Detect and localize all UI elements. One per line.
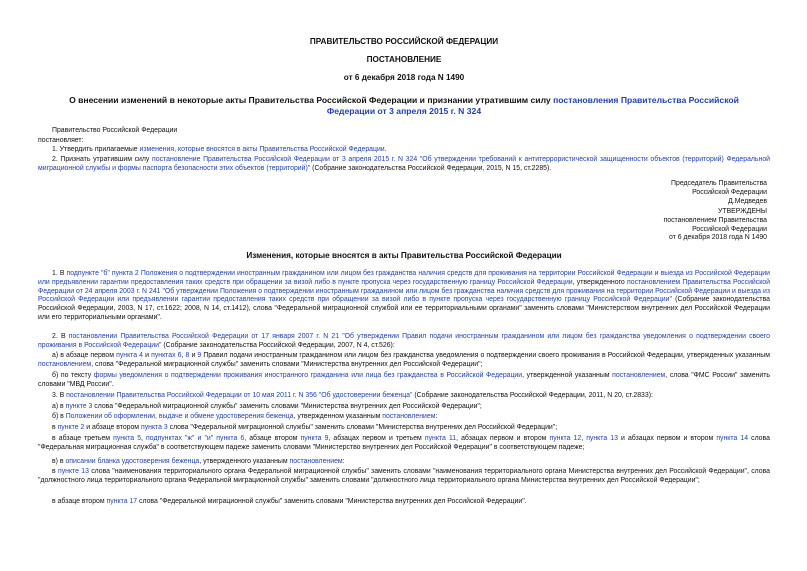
document-date: от 6 декабря 2018 года N 1490 bbox=[343, 73, 465, 82]
c3b-link-1[interactable]: Положении об оформлении, выдаче и обмене удостоверения беженца bbox=[65, 413, 294, 420]
c3v1-link[interactable]: пункте 13 bbox=[57, 468, 89, 475]
c3b1-link-2[interactable]: пункта 3 bbox=[140, 424, 168, 431]
paragraph-2: 2. Признать утратившим силу постановление Правительства Российской Федерации от 3 апреля 2015 г. N 324 "Об утверждении требований к антитеррористической защищенности объектов (территорий) Федеральной миграционной службы и формы паспорта безопасности этих объектов (территорий)" (Собрание законодательства Российской Федерации, 2015, N 15, ст.2285). bbox=[38, 156, 771, 172]
c2b-link-1[interactable]: формы уведомления о подтверждении проживания иностранного гражданина или лица без гражданства в Российской Федерации bbox=[93, 372, 523, 379]
c3b2-link-6[interactable]: пункта 13 bbox=[586, 435, 618, 442]
change-2-link[interactable]: постановлении Правительства Российской Федерации от 17 января 2007 г. N 21 "Об утверждении Правил подачи иностранным гражданином или лицом без гражданства уведомления о подтверждении своего проживания в Российской Федерации" bbox=[38, 333, 770, 349]
c3b2-link-5[interactable]: пункта 12 bbox=[549, 435, 582, 442]
change-item-3b-1: в пункте 2 и абзаце втором пункта 3 слова "Федеральной миграционной службы" заменить словами "Министерства внутренних дел Российской Федерации"; bbox=[52, 424, 558, 431]
c3b-link-2[interactable]: постановлением bbox=[382, 413, 436, 420]
change-item-3v-1: в пункте 13 слова "наименования территориального органа Федеральной миграционной службы" заменить словами "наименования территориального органа Министерства внутренних дел Российской Федерации", слова "должностного лица территориального органа Федеральной миграционной службы" заменить словами "должностного лица территориального органа Министерства внутренних дел Российской Федерации"; bbox=[38, 468, 770, 484]
c2a-link-3[interactable]: 8 bbox=[185, 352, 190, 359]
document-title: О внесении изменений в некоторые акты Правительства Российской Федерации и признании утратившим силу постановления Правительства Российской Федерации от 3 апреля 2015 г. N 324 bbox=[69, 95, 739, 116]
change-1-link-2[interactable]: постановлением Правительства Российской Федерации от 24 апреля 2003 г. N 241 "Об утверждении Положения о подтверждении иностранным гражданином или лицом без гражданства наличия средств для проживания на территории Российской Федерации и выезда из Российской Федерации или предъявлении гарантии предоставления таких средств при обращении за визой либо в пункте пропуска через государственную границу Российской Федерации" bbox=[38, 278, 770, 304]
c2a-link-1[interactable]: пункта 4 bbox=[116, 352, 144, 359]
change-item-3b: б) в Положении об оформлении, выдаче и обмене удостоверения беженца, утвержденном указанным постановлением: bbox=[52, 413, 438, 420]
c3b2-link-1[interactable]: пункта 5 bbox=[113, 435, 142, 442]
c3b2-link-3[interactable]: пункта 9 bbox=[300, 435, 329, 442]
government-heading: ПРАВИТЕЛЬСТВО РОССИЙСКОЙ ФЕДЕРАЦИИ bbox=[309, 37, 499, 46]
change-item-3v: в) в описании бланка удостоверения беженца, утвержденного указанным постановлением: bbox=[52, 458, 345, 465]
changes-title: Изменения, которые вносятся в акты Правительства Российской Федерации bbox=[246, 251, 562, 260]
c3b2-link-7[interactable]: пункта 14 bbox=[716, 435, 749, 442]
c3v2-link[interactable]: пункта 17 bbox=[106, 498, 138, 505]
intro-line-1: Правительство Российской Федерации bbox=[52, 127, 178, 134]
intro-line-2: постановляет: bbox=[38, 137, 84, 144]
resolution-324-link[interactable]: постановление Правительства Российской Федерации от 3 апреля 2015 г. N 324 "Об утверждении требований к антитеррористической защищенности объектов (территорий) Федеральной миграционной службы и формы паспорта безопасности этих объектов (территорий)" bbox=[38, 156, 771, 172]
c3b2-link-4[interactable]: пункта 11 bbox=[424, 435, 457, 442]
c2b-link-2[interactable]: постановлением bbox=[612, 372, 666, 379]
c2a-link-2[interactable]: пунктах 6 bbox=[151, 352, 182, 359]
document-type: ПОСТАНОВЛЕНИЕ bbox=[366, 55, 442, 64]
c3v-link-2[interactable]: постановлением bbox=[289, 458, 343, 465]
change-item-3b-2: в абзаце третьем пункта 5, подпунктах "ж" и "и" пункта 6, абзаце втором пункта 9, абзацах первом и третьем пункта 11, абзацах первом и втором пункта 12, пункта 13 и абзацах первом и втором пункта 14 слова "Федеральная миграционная служба" в соответствующем падеже заменить словами "Министерство внутренних дел Российской Федерации" в соответствующем падеже; bbox=[38, 435, 770, 451]
changes-link[interactable]: изменения, которые вносятся в акты Правительства Российской Федерации bbox=[139, 146, 385, 153]
c2a-link-5[interactable]: постановлением bbox=[38, 360, 92, 368]
c3b2-link-2[interactable]: подпунктах "ж" и "и" пункта 6 bbox=[146, 435, 245, 442]
change-item-3a: а) в пункте 3 слова "Федеральной миграционной службы" заменить словами "Министерства внутренних дел Российской Федерации"; bbox=[52, 403, 482, 410]
c3b1-link-1[interactable]: пункте 2 bbox=[57, 424, 85, 431]
change-item-2a: а) в абзаце первом пункта 4 и пунктах 6, 8 и 9 Правил подачи иностранным гражданином или лицом без гражданства уведомления о подтверждении своего проживания в Российской Федерации, утвержденных указанным постановлением, слова "Федеральной миграционной службы" заменить словами "Министерства внутренних дел Российской Федерации"; bbox=[38, 352, 770, 368]
change-item-3: 3. В постановлении Правительства Российской Федерации от 10 мая 2011 г. N 356 "Об удостоверении беженца" (Собрание законодательства Российской Федерации, 2011, N 20, ст.2833): bbox=[52, 392, 653, 399]
change-item-1: 1. В подпункте "б" пункта 2 Положения о подтверждении иностранным гражданином или лицом без гражданства наличия средств для проживания на территории Российской Федерации и выезда из Российской Федерации или предъявлении гарантии предоставления таких средств при обращении за визой либо в пункте пропуска через государственную границу Российской Федерации, утвержденного постановлением Правительства Российской Федерации от 24 апреля 2003 г. N 241 "Об утверждении Положения о подтверждении иностранным гражданином или лицом без гражданства наличия средств для проживания на территории Российской Федерации и выезда из Российской Федерации или предъявлении гарантии предоставления таких средств при обращении за визой либо в пункте пропуска через государственную границу Российской Федерации" (Собрание законодательства Российской Федерации, 2003, N 17, ст.1622; 2008, N 14, ст.1412), слова "Федеральной миграционной службой или ее территориальными органами" заменить словами "Министерством внутренних дел Российской Федерации или его территориальными органами". bbox=[38, 270, 771, 321]
paragraph-1: 1. Утвердить прилагаемые изменения, которые вносятся в акты Правительства Российской Федерации. bbox=[52, 146, 387, 153]
title-link[interactable]: постановления Правительства Российской Федерации от 3 апреля 2015 г. N 324 bbox=[326, 95, 739, 116]
change-1-link-1[interactable]: подпункте "б" пункта 2 Положения о подтверждении иностранным гражданином или лицом без гражданства наличия средств для проживания на территории Российской Федерации и выезда из Российской Федерации или предъявлении гарантии предоставления таких средств при обращении за визой либо в пункте пропуска через государственную границу Российской Федерации bbox=[38, 270, 770, 286]
change-item-2: 2. В постановлении Правительства Российской Федерации от 17 января 2007 г. N 21 "Об утверждении Правил подачи иностранным гражданином или лицом без гражданства уведомления о подтверждении своего проживания в Российской Федерации" (Собрание законодательства Российской Федерации, 2007, N 4, ст.526): bbox=[38, 333, 770, 349]
change-item-2b: б) по тексту формы уведомления о подтверждении проживания иностранного гражданина или лица без гражданства в Российской Федерации, утвержденной указанным постановлением, слова "ФМС России" заменить словами "МВД России". bbox=[38, 372, 770, 388]
c3-link[interactable]: постановлении Правительства Российской Федерации от 10 мая 2011 г. N 356 "Об удостоверении беженца" bbox=[66, 392, 413, 399]
c3a-link[interactable]: пункте 3 bbox=[65, 403, 93, 410]
signature-block: Председатель Правительства Российской Федерации Д.Медведев bbox=[671, 180, 767, 205]
c2a-link-4[interactable]: 9 bbox=[197, 352, 202, 359]
change-item-3v-2: в абзаце втором пункта 17 слова "Федеральной миграционной службы" заменить словами "Министерства внутренних дел Российской Федерации". bbox=[52, 498, 527, 505]
c3v-link-1[interactable]: описании бланка удостоверения беженца bbox=[65, 458, 200, 465]
approval-block: УТВЕРЖДЕНЫ постановлением Правительства Российской Федерации от 6 декабря 2018 года N 1490 bbox=[663, 208, 767, 242]
